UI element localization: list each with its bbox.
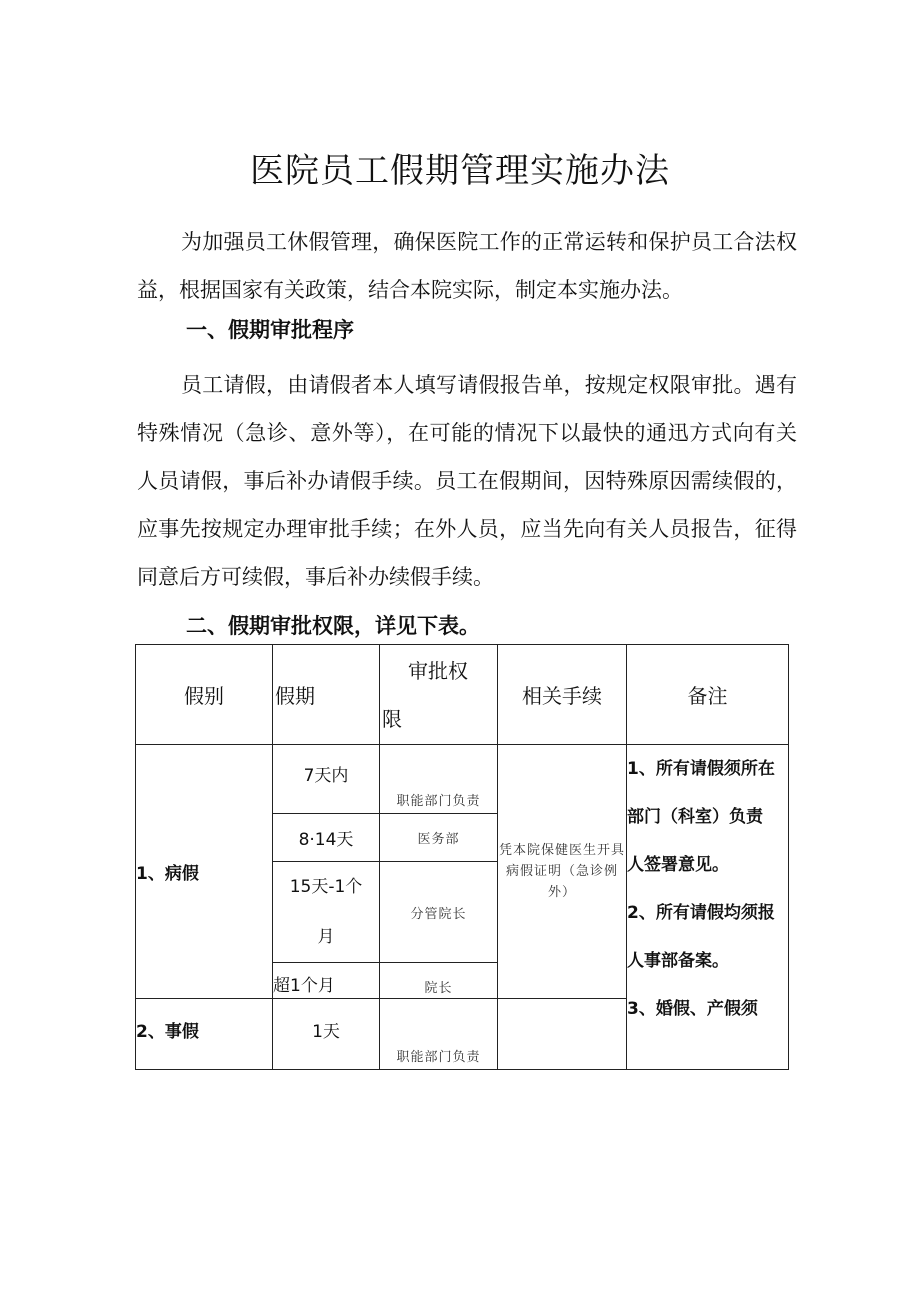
remark-line: 部门（科室）负责 [627,807,763,827]
sick-leave-label: 1、病假 [136,745,273,999]
remark-line: 1、所有请假须所在 [627,759,775,779]
remarks-cell [627,745,789,1070]
remark-line: 2、所有请假均须报 [627,903,775,923]
sick-period-7days: 7天内 [273,745,380,814]
sick-authority-vice-president: 分管院长 [380,862,498,963]
intro-paragraph: 为加强员工休假管理，确保医院工作的正常运转和保护员工合法权益，根据国家有关政策，结合本院实际，制定本实施办法。 [137,230,797,302]
leave-approval-table [135,644,789,1070]
remark-line: 人签署意见。 [627,855,729,875]
personal-leave-procedure [498,999,627,1070]
header-leave-period: 假期 [273,645,380,745]
sick-authority-medical-dept: 医务部 [380,814,498,862]
sick-authority-department: 职能部门负责 [380,745,498,814]
sick-period-line1: 15天-1个 [289,877,363,897]
remark-line: 3、婚假、产假须 [627,999,758,1019]
personal-period-1day: 1天 [273,999,380,1070]
sick-leave-procedure: 凭本院保健医生开具病假证明（急诊例外） [498,745,627,999]
personal-authority-department: 职能部门负责 [380,999,498,1070]
header-procedure: 相关手续 [498,645,627,745]
sick-period-8-14days: 8·14天 [273,814,380,862]
header-leave-type: 假别 [136,645,273,745]
personal-leave-label: 2、事假 [136,999,273,1070]
section-heading-approval-procedure: 一、假期审批程序 [186,318,354,342]
table-row [136,745,789,814]
sick-authority-president: 院长 [380,963,498,999]
remark-line: 人事部备案。 [627,951,729,971]
header-approval-authority-line1: 审批权 [408,658,468,683]
header-approval-authority [380,645,498,745]
section-heading-approval-authority: 二、假期审批权限，详见下表。 [186,614,480,638]
table-header-row [136,645,789,745]
sick-period-15days-1month [273,862,380,963]
page-title: 医院员工假期管理实施办法 [250,151,670,191]
sick-period-line2: 月 [317,927,335,947]
approval-procedure-paragraph: 员工请假，由请假者本人填写请假报告单，按规定权限审批。遇有特殊情况（急诊、意外等），在可能的情况下以最快的通迅方式向有关人员请假，事后补办请假手续。员工在假期间，因特殊原因需续假的，应事先按规定办理审批手续；在外人员，应当先向有关人员报告，征得同意后方可续假，事后补办续假手续。 [137,373,797,589]
sick-period-over-1month: 超1个月 [273,963,380,999]
header-remarks: 备注 [627,645,789,745]
header-approval-authority-line2: 限 [382,706,402,731]
